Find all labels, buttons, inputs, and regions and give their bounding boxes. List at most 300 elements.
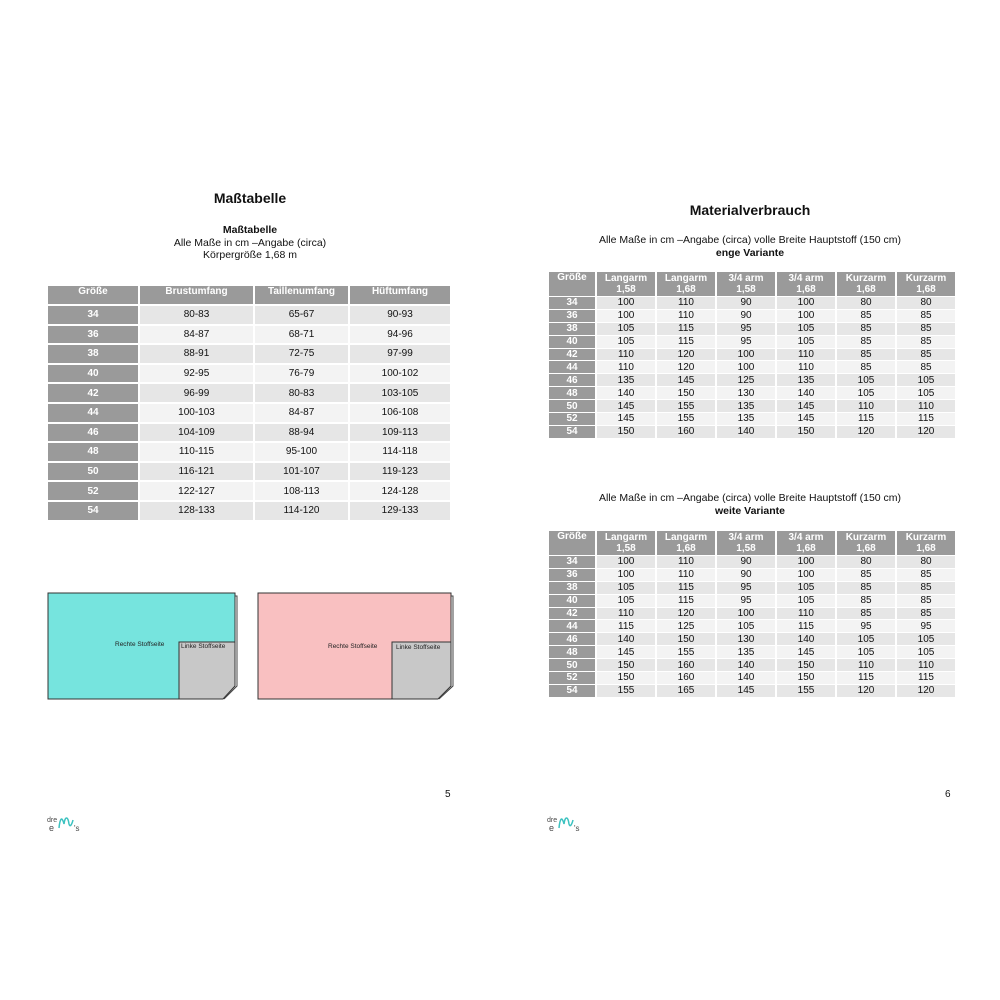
fabric-length-cell: 100: [777, 569, 837, 582]
col-header-height: 1,58: [616, 284, 636, 295]
size-table: [48, 286, 450, 522]
dreams-logo: [47, 812, 87, 834]
table-row: [549, 582, 955, 595]
size-cell: 46: [48, 424, 140, 444]
fabric-length-cell: 105: [837, 646, 897, 659]
col-header-label: Langarm: [604, 273, 648, 284]
measure-cell: 88-91: [140, 345, 255, 365]
caption-line-1: Alle Maße in cm –Angabe (circa): [173, 236, 327, 249]
col-header: Hüftumfang: [350, 286, 450, 306]
table-row: [549, 310, 955, 323]
fabric-length-cell: 110: [597, 361, 657, 374]
fabric-length-cell: 125: [657, 620, 717, 633]
measure-cell: 76-79: [255, 365, 350, 385]
table1-variant: enge Variante: [715, 246, 785, 259]
material-table-wide: [549, 531, 955, 698]
size-cell: 50: [48, 463, 140, 483]
fabric-length-cell: 80: [897, 556, 955, 569]
fabric-length-cell: 130: [717, 387, 777, 400]
col-header: [717, 272, 777, 297]
col-header-height: 1,68: [916, 543, 936, 554]
fabric-length-cell: 125: [717, 374, 777, 387]
fabric-length-cell: 85: [897, 595, 955, 608]
size-cell: 34: [549, 556, 597, 569]
fabric-length-cell: 85: [897, 336, 955, 349]
table-row: [549, 633, 955, 646]
fabric-length-cell: 140: [597, 387, 657, 400]
fabric-length-cell: 120: [657, 349, 717, 362]
fabric-length-cell: 105: [897, 387, 955, 400]
fabric-length-cell: 135: [717, 413, 777, 426]
svg-text:'s: 's: [74, 824, 80, 833]
table-row: [549, 646, 955, 659]
table2-variant: weite Variante: [714, 504, 786, 517]
fabric-length-cell: 140: [597, 633, 657, 646]
fabric-length-cell: 100: [777, 297, 837, 310]
fabric-length-cell: 120: [897, 426, 955, 439]
fabric-length-cell: 105: [777, 323, 837, 336]
fabric-length-cell: 85: [897, 349, 955, 362]
fabric-length-cell: 105: [777, 595, 837, 608]
svg-text:dre: dre: [547, 817, 558, 824]
size-cell: 36: [48, 326, 140, 346]
fabric-length-cell: 100: [597, 569, 657, 582]
table-row: [549, 595, 955, 608]
fabric-length-cell: 140: [717, 672, 777, 685]
col-header: [597, 531, 657, 556]
fabric-length-cell: 150: [657, 633, 717, 646]
table-row: [549, 400, 955, 413]
fabric-length-cell: 105: [897, 633, 955, 646]
fabric-length-cell: 120: [837, 685, 897, 698]
fabric-length-cell: 85: [837, 569, 897, 582]
material-table-header: [549, 272, 955, 297]
table2-caption-text: Alle Maße in cm –Angabe (circa) volle Breite Hauptstoff (150 cm): [598, 492, 902, 504]
col-header: [837, 272, 897, 297]
size-cell: 54: [549, 426, 597, 439]
col-header-height: 1,68: [916, 284, 936, 295]
col-header: [897, 272, 955, 297]
measure-cell: 114-120: [255, 502, 350, 522]
size-cell: 40: [549, 595, 597, 608]
fabric-length-cell: 120: [657, 361, 717, 374]
size-cell: 44: [48, 404, 140, 424]
size-cell: 42: [549, 608, 597, 621]
fabric-length-cell: 85: [837, 349, 897, 362]
table-row: [549, 297, 955, 310]
fabric-length-cell: 165: [657, 685, 717, 698]
fabric-length-cell: 140: [777, 387, 837, 400]
fabric-length-cell: 135: [597, 374, 657, 387]
measure-cell: 84-87: [140, 326, 255, 346]
fabric-length-cell: 100: [717, 349, 777, 362]
table-row: [48, 326, 450, 346]
fabric-length-cell: 95: [717, 336, 777, 349]
measure-cell: 109-113: [350, 424, 450, 444]
size-cell: 50: [549, 659, 597, 672]
fabric-length-cell: 150: [657, 387, 717, 400]
fabric-length-cell: 85: [897, 582, 955, 595]
fabric-length-cell: 150: [597, 426, 657, 439]
col-header: [549, 272, 597, 297]
table-row: [549, 659, 955, 672]
fabric-length-cell: 155: [657, 646, 717, 659]
table-row: [48, 365, 450, 385]
measure-cell: 119-123: [350, 463, 450, 483]
col-header: Brustumfang: [140, 286, 255, 306]
size-cell: 44: [549, 361, 597, 374]
col-header-label: 3/4 arm: [728, 532, 764, 543]
fabric-fold: [179, 642, 235, 699]
col-header-label: Kurzarm: [905, 532, 947, 543]
fabric-length-cell: 100: [777, 556, 837, 569]
measure-cell: 72-75: [255, 345, 350, 365]
table-row: [549, 361, 955, 374]
dreams-logo: [547, 812, 587, 834]
svg-text:dre: dre: [47, 817, 58, 824]
fabric-length-cell: 110: [657, 310, 717, 323]
fabric-length-cell: 120: [657, 608, 717, 621]
fabric-length-cell: 150: [597, 672, 657, 685]
col-header-label: 3/4 arm: [728, 273, 764, 284]
fabric-length-cell: 130: [717, 633, 777, 646]
table-row: [549, 569, 955, 582]
fabric-length-cell: 115: [777, 620, 837, 633]
size-cell: 52: [549, 672, 597, 685]
table-row: [549, 323, 955, 336]
table-row: [48, 463, 450, 483]
fabric-length-cell: 140: [777, 633, 837, 646]
fabric-length-cell: 145: [717, 685, 777, 698]
table-row: [48, 384, 450, 404]
fabric-length-cell: 115: [837, 672, 897, 685]
col-header-height: 1,58: [736, 543, 756, 554]
fabric-length-cell: 105: [777, 582, 837, 595]
col-header-label: 3/4 arm: [788, 532, 824, 543]
col-header-label: 3/4 arm: [788, 273, 824, 284]
measure-cell: 129-133: [350, 502, 450, 522]
measure-cell: 65-67: [255, 306, 350, 326]
svg-text:e: e: [549, 823, 555, 833]
fabric-length-cell: 80: [837, 556, 897, 569]
measure-cell: 108-113: [255, 482, 350, 502]
table-row: [549, 672, 955, 685]
col-header: [777, 531, 837, 556]
measure-cell: 124-128: [350, 482, 450, 502]
fabric-length-cell: 120: [897, 685, 955, 698]
fabric-length-cell: 105: [777, 336, 837, 349]
fabric-length-cell: 85: [897, 569, 955, 582]
fabric-right-side-label: Rechte Stoffseite: [115, 641, 165, 648]
table-row: [48, 424, 450, 444]
table-row: [549, 426, 955, 439]
fabric-length-cell: 90: [717, 569, 777, 582]
fabric-length-cell: 85: [837, 608, 897, 621]
fabric-length-cell: 150: [777, 659, 837, 672]
fabric-length-cell: 145: [777, 646, 837, 659]
fabric-length-cell: 85: [837, 595, 897, 608]
fabric-length-cell: 135: [777, 374, 837, 387]
page-heading: Maßtabelle: [213, 190, 287, 206]
measure-cell: 88-94: [255, 424, 350, 444]
size-cell: 38: [549, 323, 597, 336]
fabric-length-cell: 110: [777, 349, 837, 362]
col-header-label: Kurzarm: [905, 273, 947, 284]
table2-caption: [500, 492, 1000, 517]
fabric-length-cell: 160: [657, 426, 717, 439]
fabric-length-cell: 115: [657, 595, 717, 608]
col-header-label: Langarm: [664, 273, 708, 284]
col-header: Taillenumfang: [255, 286, 350, 306]
table-row: [549, 556, 955, 569]
table-row: [48, 443, 450, 463]
measure-cell: 114-118: [350, 443, 450, 463]
fabric-length-cell: 85: [837, 336, 897, 349]
fabric-length-cell: 145: [597, 400, 657, 413]
fabric-length-cell: 85: [837, 310, 897, 323]
measure-cell: 100-102: [350, 365, 450, 385]
col-header-height: 1,58: [736, 284, 756, 295]
size-cell: 36: [549, 310, 597, 323]
col-header-height: 1,68: [676, 543, 696, 554]
col-header-height: 1,68: [856, 284, 876, 295]
fabric-length-cell: 95: [717, 323, 777, 336]
size-cell: 48: [48, 443, 140, 463]
fabric-length-cell: 145: [777, 400, 837, 413]
size-cell: 38: [48, 345, 140, 365]
size-table-header: [48, 286, 450, 306]
size-cell: 52: [48, 482, 140, 502]
measure-cell: 122-127: [140, 482, 255, 502]
fabric-length-cell: 155: [657, 413, 717, 426]
size-cell: 42: [549, 349, 597, 362]
fabric-length-cell: 80: [897, 297, 955, 310]
fabric-length-cell: 95: [717, 595, 777, 608]
fabric-length-cell: 100: [597, 556, 657, 569]
measure-cell: 80-83: [255, 384, 350, 404]
col-header: [717, 531, 777, 556]
fabric-length-cell: 105: [837, 374, 897, 387]
fabric-length-cell: 145: [597, 413, 657, 426]
table-row: [549, 413, 955, 426]
table-row: [549, 374, 955, 387]
fabric-length-cell: 110: [657, 297, 717, 310]
table-row: [549, 336, 955, 349]
page-number: 5: [445, 789, 451, 800]
fabric-length-cell: 150: [777, 426, 837, 439]
fabric-length-cell: 80: [837, 297, 897, 310]
fabric-length-cell: 135: [717, 646, 777, 659]
col-header-height: 1,58: [616, 543, 636, 554]
measure-cell: 90-93: [350, 306, 450, 326]
fabric-length-cell: 115: [657, 582, 717, 595]
size-cell: 42: [48, 384, 140, 404]
fabric-length-cell: 105: [837, 387, 897, 400]
fabric-length-cell: 105: [597, 323, 657, 336]
fabric-length-cell: 110: [597, 608, 657, 621]
fabric-length-cell: 150: [777, 672, 837, 685]
col-header: [549, 531, 597, 556]
fabric-length-cell: 110: [837, 400, 897, 413]
fabric-length-cell: 85: [837, 361, 897, 374]
material-table-narrow: [549, 272, 955, 439]
fabric-length-cell: 85: [837, 323, 897, 336]
fabric-length-cell: 140: [717, 426, 777, 439]
size-cell: 40: [549, 336, 597, 349]
svg-text:'s: 's: [574, 824, 580, 833]
table-row: [48, 306, 450, 326]
fabric-length-cell: 135: [717, 400, 777, 413]
page-number: 6: [945, 789, 951, 800]
col-header-label: Größe: [557, 531, 587, 542]
fabric-length-cell: 145: [597, 646, 657, 659]
fabric-length-cell: 110: [597, 349, 657, 362]
fabric-length-cell: 115: [597, 620, 657, 633]
fabric-length-cell: 105: [837, 633, 897, 646]
fabric-length-cell: 90: [717, 310, 777, 323]
measure-cell: 106-108: [350, 404, 450, 424]
measure-cell: 100-103: [140, 404, 255, 424]
size-cell: 54: [48, 502, 140, 522]
fabric-length-cell: 95: [837, 620, 897, 633]
caption-title: Maßtabelle: [222, 224, 278, 236]
fabric-length-cell: 85: [897, 361, 955, 374]
fabric-length-cell: 110: [777, 608, 837, 621]
fabric-length-cell: 115: [897, 413, 955, 426]
measure-cell: 84-87: [255, 404, 350, 424]
col-header: [777, 272, 837, 297]
fabric-length-cell: 110: [777, 361, 837, 374]
col-header-height: 1,68: [796, 284, 816, 295]
fabric-length-cell: 90: [717, 556, 777, 569]
fabric-length-cell: 155: [657, 400, 717, 413]
fabric-length-cell: 85: [897, 310, 955, 323]
fabric-length-cell: 140: [717, 659, 777, 672]
fabric-length-cell: 95: [897, 620, 955, 633]
fabric-length-cell: 100: [717, 608, 777, 621]
measure-cell: 95-100: [255, 443, 350, 463]
table-caption: [0, 224, 500, 262]
table1-caption-text: Alle Maße in cm –Angabe (circa) volle Breite Hauptstoff (150 cm): [598, 234, 902, 246]
fabric-right-side-label: Rechte Stoffseite: [328, 643, 378, 650]
col-header: [657, 272, 717, 297]
fabric-length-cell: 155: [777, 685, 837, 698]
fabric-length-cell: 145: [777, 413, 837, 426]
table-row: [48, 482, 450, 502]
col-header-label: Größe: [557, 272, 587, 283]
measure-cell: 94-96: [350, 326, 450, 346]
fabric-length-cell: 105: [897, 646, 955, 659]
col-header: [597, 272, 657, 297]
measure-cell: 80-83: [140, 306, 255, 326]
table-row: [48, 502, 450, 522]
size-cell: 52: [549, 413, 597, 426]
measure-cell: 104-109: [140, 424, 255, 444]
measure-cell: 96-99: [140, 384, 255, 404]
size-cell: 34: [549, 297, 597, 310]
col-header: Größe: [48, 286, 140, 306]
measure-cell: 101-107: [255, 463, 350, 483]
fabric-length-cell: 110: [897, 400, 955, 413]
fabric-length-cell: 115: [897, 672, 955, 685]
fabric-length-cell: 85: [897, 323, 955, 336]
fabric-length-cell: 115: [657, 336, 717, 349]
fabric-left-side-label: Linke Stoffseite: [181, 643, 226, 650]
caption-line-2: Körpergröße 1,68 m: [203, 249, 297, 261]
page-heading: Materialverbrauch: [689, 202, 811, 218]
size-cell: 48: [549, 387, 597, 400]
fabric-length-cell: 120: [837, 426, 897, 439]
size-cell: 54: [549, 685, 597, 698]
table-row: [549, 685, 955, 698]
measure-cell: 97-99: [350, 345, 450, 365]
fabric-length-cell: 100: [597, 297, 657, 310]
measure-cell: 128-133: [140, 502, 255, 522]
col-header-label: Langarm: [604, 532, 648, 543]
measure-cell: 103-105: [350, 384, 450, 404]
fabric-length-cell: 100: [597, 310, 657, 323]
table-row: [549, 608, 955, 621]
fabric-length-cell: 145: [657, 374, 717, 387]
size-cell: 44: [549, 620, 597, 633]
fabric-length-cell: 100: [717, 361, 777, 374]
measure-cell: 92-95: [140, 365, 255, 385]
col-header: [657, 531, 717, 556]
fabric-length-cell: 95: [717, 582, 777, 595]
fabric-length-cell: 150: [597, 659, 657, 672]
fabric-length-cell: 105: [597, 582, 657, 595]
col-header-label: Langarm: [664, 532, 708, 543]
page-right: [500, 0, 1000, 1000]
material-table-header: [549, 531, 955, 556]
col-header-height: 1,68: [676, 284, 696, 295]
table-row: [48, 345, 450, 365]
fabric-length-cell: 105: [597, 336, 657, 349]
size-cell: 46: [549, 633, 597, 646]
fabric-length-cell: 85: [837, 582, 897, 595]
fabric-length-cell: 90: [717, 297, 777, 310]
fabric-length-cell: 110: [897, 659, 955, 672]
col-header-height: 1,68: [856, 543, 876, 554]
table-row: [48, 404, 450, 424]
fabric-length-cell: 85: [897, 608, 955, 621]
size-cell: 46: [549, 374, 597, 387]
fabric-length-cell: 100: [777, 310, 837, 323]
fabric-length-cell: 110: [837, 659, 897, 672]
table-row: [549, 349, 955, 362]
col-header: [897, 531, 955, 556]
col-header: [837, 531, 897, 556]
measure-cell: 116-121: [140, 463, 255, 483]
measure-cell: 110-115: [140, 443, 255, 463]
fabric-length-cell: 155: [597, 685, 657, 698]
fabric-left-side-label: Linke Stoffseite: [396, 644, 441, 651]
table1-caption: [500, 234, 1000, 259]
fabric-length-cell: 105: [597, 595, 657, 608]
size-cell: 48: [549, 646, 597, 659]
fabric-length-cell: 160: [657, 659, 717, 672]
fabric-length-cell: 105: [717, 620, 777, 633]
fabric-length-cell: 110: [657, 569, 717, 582]
size-cell: 40: [48, 365, 140, 385]
table-row: [549, 387, 955, 400]
col-header-height: 1,68: [796, 543, 816, 554]
col-header-label: Kurzarm: [845, 532, 887, 543]
size-cell: 34: [48, 306, 140, 326]
size-cell: 38: [549, 582, 597, 595]
svg-text:e: e: [49, 823, 55, 833]
size-cell: 36: [549, 569, 597, 582]
